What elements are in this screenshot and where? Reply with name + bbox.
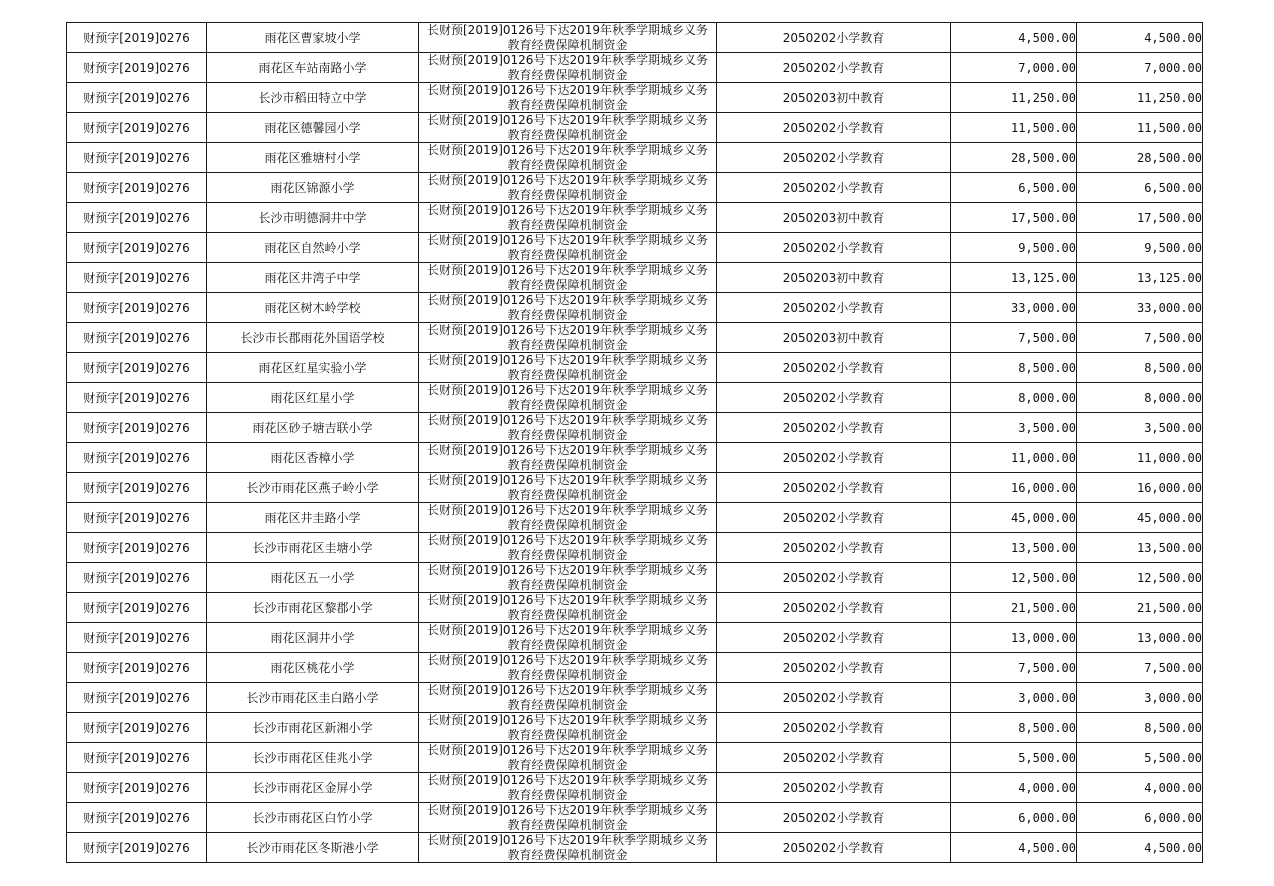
project-name-cell bbox=[419, 353, 717, 383]
document-number-cell: 财预字[2019]0276 bbox=[67, 383, 207, 413]
table-row bbox=[67, 383, 1203, 413]
amount-allocated-cell: 45,000.00 bbox=[1077, 503, 1203, 533]
project-name-line2: 教育经费保障机制资金 bbox=[507, 578, 628, 592]
table-row bbox=[67, 533, 1203, 563]
functional-class-cell: 2050203初中教育 bbox=[717, 203, 951, 233]
functional-class-cell: 2050202小学教育 bbox=[717, 533, 951, 563]
document-number-cell: 财预字[2019]0276 bbox=[67, 773, 207, 803]
functional-class-cell: 2050202小学教育 bbox=[717, 653, 951, 683]
amount-cell: 13,125.00 bbox=[951, 263, 1077, 293]
document-number-cell: 财预字[2019]0276 bbox=[67, 443, 207, 473]
project-name-line1: 长财预[2019]0126号下达2019年秋季学期城乡义务 bbox=[427, 53, 708, 67]
document-number-cell: 财预字[2019]0276 bbox=[67, 53, 207, 83]
table-row bbox=[67, 233, 1203, 263]
amount-allocated-cell: 4,500.00 bbox=[1077, 23, 1203, 53]
project-name-line2: 教育经费保障机制资金 bbox=[507, 518, 628, 532]
project-name-cell bbox=[419, 293, 717, 323]
document-number-cell: 财预字[2019]0276 bbox=[67, 593, 207, 623]
amount-allocated-cell: 7,000.00 bbox=[1077, 53, 1203, 83]
table-row bbox=[67, 323, 1203, 353]
project-name-cell bbox=[419, 653, 717, 683]
amount-allocated-cell: 3,500.00 bbox=[1077, 413, 1203, 443]
project-name-line2: 教育经费保障机制资金 bbox=[507, 608, 628, 622]
amount-cell: 8,000.00 bbox=[951, 383, 1077, 413]
functional-class-cell: 2050202小学教育 bbox=[717, 803, 951, 833]
project-name-line2: 教育经费保障机制资金 bbox=[507, 698, 628, 712]
amount-cell: 3,500.00 bbox=[951, 413, 1077, 443]
amount-allocated-cell: 5,500.00 bbox=[1077, 743, 1203, 773]
functional-class-cell: 2050203初中教育 bbox=[717, 323, 951, 353]
table-row bbox=[67, 293, 1203, 323]
project-name-cell bbox=[419, 23, 717, 53]
functional-class-cell: 2050202小学教育 bbox=[717, 413, 951, 443]
project-name-line1: 长财预[2019]0126号下达2019年秋季学期城乡义务 bbox=[427, 113, 708, 127]
amount-cell: 4,000.00 bbox=[951, 773, 1077, 803]
table-row bbox=[67, 803, 1203, 833]
amount-cell: 13,500.00 bbox=[951, 533, 1077, 563]
project-name-line1: 长财预[2019]0126号下达2019年秋季学期城乡义务 bbox=[427, 833, 708, 847]
document-number-cell: 财预字[2019]0276 bbox=[67, 233, 207, 263]
document-number-cell: 财预字[2019]0276 bbox=[67, 83, 207, 113]
document-number-cell: 财预字[2019]0276 bbox=[67, 203, 207, 233]
project-name-cell bbox=[419, 563, 717, 593]
amount-cell: 4,500.00 bbox=[951, 23, 1077, 53]
project-name-cell bbox=[419, 443, 717, 473]
document-number-cell: 财预字[2019]0276 bbox=[67, 653, 207, 683]
amount-cell: 7,500.00 bbox=[951, 323, 1077, 353]
amount-cell: 9,500.00 bbox=[951, 233, 1077, 263]
amount-allocated-cell: 21,500.00 bbox=[1077, 593, 1203, 623]
table-row bbox=[67, 713, 1203, 743]
unit-name-cell: 长沙市雨花区佳兆小学 bbox=[207, 743, 419, 773]
unit-name-cell: 长沙市稻田特立中学 bbox=[207, 83, 419, 113]
table-row bbox=[67, 83, 1203, 113]
unit-name-cell: 长沙市雨花区新湘小学 bbox=[207, 713, 419, 743]
unit-name-cell: 雨花区雅塘村小学 bbox=[207, 143, 419, 173]
document-number-cell: 财预字[2019]0276 bbox=[67, 293, 207, 323]
project-name-line2: 教育经费保障机制资金 bbox=[507, 398, 628, 412]
document-number-cell: 财预字[2019]0276 bbox=[67, 173, 207, 203]
table-row bbox=[67, 473, 1203, 503]
document-number-cell: 财预字[2019]0276 bbox=[67, 353, 207, 383]
amount-cell: 5,500.00 bbox=[951, 743, 1077, 773]
unit-name-cell: 雨花区车站南路小学 bbox=[207, 53, 419, 83]
project-name-line2: 教育经费保障机制资金 bbox=[507, 158, 628, 172]
project-name-cell bbox=[419, 593, 717, 623]
amount-cell: 8,500.00 bbox=[951, 353, 1077, 383]
amount-cell: 11,000.00 bbox=[951, 443, 1077, 473]
unit-name-cell: 雨花区红星小学 bbox=[207, 383, 419, 413]
unit-name-cell: 雨花区曹家坡小学 bbox=[207, 23, 419, 53]
project-name-line1: 长财预[2019]0126号下达2019年秋季学期城乡义务 bbox=[427, 143, 708, 157]
table-row bbox=[67, 353, 1203, 383]
table-row bbox=[67, 743, 1203, 773]
project-name-line2: 教育经费保障机制资金 bbox=[507, 848, 628, 862]
unit-name-cell: 长沙市雨花区金屏小学 bbox=[207, 773, 419, 803]
unit-name-cell: 雨花区五一小学 bbox=[207, 563, 419, 593]
project-name-line2: 教育经费保障机制资金 bbox=[507, 338, 628, 352]
table-row bbox=[67, 503, 1203, 533]
project-name-line2: 教育经费保障机制资金 bbox=[507, 308, 628, 322]
project-name-cell bbox=[419, 233, 717, 263]
document-number-cell: 财预字[2019]0276 bbox=[67, 803, 207, 833]
functional-class-cell: 2050202小学教育 bbox=[717, 683, 951, 713]
project-name-cell bbox=[419, 713, 717, 743]
amount-allocated-cell: 9,500.00 bbox=[1077, 233, 1203, 263]
amount-cell: 6,500.00 bbox=[951, 173, 1077, 203]
functional-class-cell: 2050202小学教育 bbox=[717, 383, 951, 413]
table-row bbox=[67, 653, 1203, 683]
unit-name-cell: 雨花区洞井小学 bbox=[207, 623, 419, 653]
unit-name-cell: 雨花区德馨园小学 bbox=[207, 113, 419, 143]
functional-class-cell: 2050203初中教育 bbox=[717, 263, 951, 293]
table-row bbox=[67, 443, 1203, 473]
amount-allocated-cell: 16,000.00 bbox=[1077, 473, 1203, 503]
project-name-line2: 教育经费保障机制资金 bbox=[507, 428, 628, 442]
project-name-line2: 教育经费保障机制资金 bbox=[507, 38, 628, 52]
project-name-line2: 教育经费保障机制资金 bbox=[507, 248, 628, 262]
project-name-line2: 教育经费保障机制资金 bbox=[507, 188, 628, 202]
unit-name-cell: 雨花区砂子塘吉联小学 bbox=[207, 413, 419, 443]
project-name-cell bbox=[419, 533, 717, 563]
amount-cell: 28,500.00 bbox=[951, 143, 1077, 173]
project-name-cell bbox=[419, 323, 717, 353]
amount-cell: 7,500.00 bbox=[951, 653, 1077, 683]
project-name-cell bbox=[419, 803, 717, 833]
unit-name-cell: 长沙市明德洞井中学 bbox=[207, 203, 419, 233]
functional-class-cell: 2050202小学教育 bbox=[717, 833, 951, 863]
unit-name-cell: 雨花区红星实验小学 bbox=[207, 353, 419, 383]
project-name-line1: 长财预[2019]0126号下达2019年秋季学期城乡义务 bbox=[427, 233, 708, 247]
amount-allocated-cell: 6,000.00 bbox=[1077, 803, 1203, 833]
table-row bbox=[67, 263, 1203, 293]
document-number-cell: 财预字[2019]0276 bbox=[67, 503, 207, 533]
document-number-cell: 财预字[2019]0276 bbox=[67, 413, 207, 443]
project-name-line1: 长财预[2019]0126号下达2019年秋季学期城乡义务 bbox=[427, 683, 708, 697]
project-name-line2: 教育经费保障机制资金 bbox=[507, 728, 628, 742]
project-name-line2: 教育经费保障机制资金 bbox=[507, 638, 628, 652]
amount-cell: 45,000.00 bbox=[951, 503, 1077, 533]
amount-cell: 6,000.00 bbox=[951, 803, 1077, 833]
table-row bbox=[67, 773, 1203, 803]
amount-cell: 17,500.00 bbox=[951, 203, 1077, 233]
project-name-cell bbox=[419, 413, 717, 443]
project-name-line1: 长财预[2019]0126号下达2019年秋季学期城乡义务 bbox=[427, 383, 708, 397]
amount-allocated-cell: 8,500.00 bbox=[1077, 353, 1203, 383]
amount-allocated-cell: 33,000.00 bbox=[1077, 293, 1203, 323]
table-row bbox=[67, 143, 1203, 173]
amount-allocated-cell: 8,500.00 bbox=[1077, 713, 1203, 743]
functional-class-cell: 2050202小学教育 bbox=[717, 23, 951, 53]
project-name-cell bbox=[419, 263, 717, 293]
unit-name-cell: 长沙市雨花区圭白路小学 bbox=[207, 683, 419, 713]
unit-name-cell: 雨花区桃花小学 bbox=[207, 653, 419, 683]
functional-class-cell: 2050202小学教育 bbox=[717, 293, 951, 323]
project-name-line2: 教育经费保障机制资金 bbox=[507, 458, 628, 472]
project-name-cell bbox=[419, 383, 717, 413]
table-row bbox=[67, 413, 1203, 443]
project-name-line2: 教育经费保障机制资金 bbox=[507, 98, 628, 112]
table-body bbox=[67, 23, 1203, 863]
amount-allocated-cell: 11,500.00 bbox=[1077, 113, 1203, 143]
document-number-cell: 财预字[2019]0276 bbox=[67, 623, 207, 653]
unit-name-cell: 雨花区香樟小学 bbox=[207, 443, 419, 473]
functional-class-cell: 2050203初中教育 bbox=[717, 83, 951, 113]
project-name-line1: 长财预[2019]0126号下达2019年秋季学期城乡义务 bbox=[427, 623, 708, 637]
functional-class-cell: 2050202小学教育 bbox=[717, 743, 951, 773]
project-name-cell bbox=[419, 833, 717, 863]
project-name-cell bbox=[419, 683, 717, 713]
amount-allocated-cell: 4,000.00 bbox=[1077, 773, 1203, 803]
project-name-line1: 长财预[2019]0126号下达2019年秋季学期城乡义务 bbox=[427, 173, 708, 187]
unit-name-cell: 长沙市雨花区黎郡小学 bbox=[207, 593, 419, 623]
document-number-cell: 财预字[2019]0276 bbox=[67, 113, 207, 143]
functional-class-cell: 2050202小学教育 bbox=[717, 473, 951, 503]
project-name-line1: 长财预[2019]0126号下达2019年秋季学期城乡义务 bbox=[427, 713, 708, 727]
functional-class-cell: 2050202小学教育 bbox=[717, 623, 951, 653]
table-row bbox=[67, 683, 1203, 713]
functional-class-cell: 2050202小学教育 bbox=[717, 443, 951, 473]
unit-name-cell: 长沙市雨花区冬斯港小学 bbox=[207, 833, 419, 863]
functional-class-cell: 2050202小学教育 bbox=[717, 143, 951, 173]
amount-cell: 4,500.00 bbox=[951, 833, 1077, 863]
functional-class-cell: 2050202小学教育 bbox=[717, 593, 951, 623]
document-number-cell: 财预字[2019]0276 bbox=[67, 533, 207, 563]
unit-name-cell: 长沙市雨花区燕子岭小学 bbox=[207, 473, 419, 503]
amount-cell: 7,000.00 bbox=[951, 53, 1077, 83]
project-name-line1: 长财预[2019]0126号下达2019年秋季学期城乡义务 bbox=[427, 413, 708, 427]
project-name-line1: 长财预[2019]0126号下达2019年秋季学期城乡义务 bbox=[427, 293, 708, 307]
amount-allocated-cell: 7,500.00 bbox=[1077, 323, 1203, 353]
project-name-line1: 长财预[2019]0126号下达2019年秋季学期城乡义务 bbox=[427, 533, 708, 547]
functional-class-cell: 2050202小学教育 bbox=[717, 773, 951, 803]
amount-cell: 16,000.00 bbox=[951, 473, 1077, 503]
project-name-line1: 长财预[2019]0126号下达2019年秋季学期城乡义务 bbox=[427, 803, 708, 817]
project-name-cell bbox=[419, 113, 717, 143]
project-name-line1: 长财预[2019]0126号下达2019年秋季学期城乡义务 bbox=[427, 443, 708, 457]
project-name-line2: 教育经费保障机制资金 bbox=[507, 68, 628, 82]
table-row bbox=[67, 113, 1203, 143]
project-name-line2: 教育经费保障机制资金 bbox=[507, 548, 628, 562]
document-number-cell: 财预字[2019]0276 bbox=[67, 683, 207, 713]
project-name-line2: 教育经费保障机制资金 bbox=[507, 278, 628, 292]
unit-name-cell: 长沙市雨花区圭塘小学 bbox=[207, 533, 419, 563]
project-name-line1: 长财预[2019]0126号下达2019年秋季学期城乡义务 bbox=[427, 323, 708, 337]
project-name-line2: 教育经费保障机制资金 bbox=[507, 488, 628, 502]
functional-class-cell: 2050202小学教育 bbox=[717, 353, 951, 383]
unit-name-cell: 雨花区井湾子中学 bbox=[207, 263, 419, 293]
table-row bbox=[67, 203, 1203, 233]
table-row bbox=[67, 53, 1203, 83]
project-name-line1: 长财预[2019]0126号下达2019年秋季学期城乡义务 bbox=[427, 563, 708, 577]
project-name-line2: 教育经费保障机制资金 bbox=[507, 818, 628, 832]
table-row bbox=[67, 173, 1203, 203]
functional-class-cell: 2050202小学教育 bbox=[717, 563, 951, 593]
amount-allocated-cell: 28,500.00 bbox=[1077, 143, 1203, 173]
table-row bbox=[67, 23, 1203, 53]
amount-allocated-cell: 3,000.00 bbox=[1077, 683, 1203, 713]
functional-class-cell: 2050202小学教育 bbox=[717, 503, 951, 533]
document-number-cell: 财预字[2019]0276 bbox=[67, 143, 207, 173]
amount-allocated-cell: 11,000.00 bbox=[1077, 443, 1203, 473]
amount-cell: 21,500.00 bbox=[951, 593, 1077, 623]
table-row bbox=[67, 833, 1203, 863]
project-name-line2: 教育经费保障机制资金 bbox=[507, 368, 628, 382]
amount-cell: 13,000.00 bbox=[951, 623, 1077, 653]
amount-allocated-cell: 8,000.00 bbox=[1077, 383, 1203, 413]
functional-class-cell: 2050202小学教育 bbox=[717, 173, 951, 203]
amount-allocated-cell: 13,000.00 bbox=[1077, 623, 1203, 653]
functional-class-cell: 2050202小学教育 bbox=[717, 233, 951, 263]
functional-class-cell: 2050202小学教育 bbox=[717, 713, 951, 743]
project-name-line1: 长财预[2019]0126号下达2019年秋季学期城乡义务 bbox=[427, 203, 708, 217]
project-name-line1: 长财预[2019]0126号下达2019年秋季学期城乡义务 bbox=[427, 473, 708, 487]
allocation-table-sheet bbox=[66, 22, 1202, 863]
amount-allocated-cell: 11,250.00 bbox=[1077, 83, 1203, 113]
amount-allocated-cell: 17,500.00 bbox=[1077, 203, 1203, 233]
unit-name-cell: 雨花区锦源小学 bbox=[207, 173, 419, 203]
project-name-line1: 长财预[2019]0126号下达2019年秋季学期城乡义务 bbox=[427, 503, 708, 517]
allocation-table bbox=[66, 22, 1203, 863]
project-name-line1: 长财预[2019]0126号下达2019年秋季学期城乡义务 bbox=[427, 353, 708, 367]
amount-cell: 33,000.00 bbox=[951, 293, 1077, 323]
amount-allocated-cell: 4,500.00 bbox=[1077, 833, 1203, 863]
project-name-line1: 长财预[2019]0126号下达2019年秋季学期城乡义务 bbox=[427, 23, 708, 37]
document-number-cell: 财预字[2019]0276 bbox=[67, 743, 207, 773]
project-name-cell bbox=[419, 623, 717, 653]
table-row bbox=[67, 593, 1203, 623]
project-name-cell bbox=[419, 743, 717, 773]
project-name-cell bbox=[419, 83, 717, 113]
unit-name-cell: 长沙市雨花区白竹小学 bbox=[207, 803, 419, 833]
document-number-cell: 财预字[2019]0276 bbox=[67, 833, 207, 863]
project-name-cell bbox=[419, 143, 717, 173]
unit-name-cell: 雨花区自然岭小学 bbox=[207, 233, 419, 263]
document-number-cell: 财预字[2019]0276 bbox=[67, 263, 207, 293]
functional-class-cell: 2050202小学教育 bbox=[717, 113, 951, 143]
project-name-cell bbox=[419, 473, 717, 503]
amount-allocated-cell: 13,125.00 bbox=[1077, 263, 1203, 293]
project-name-line1: 长财预[2019]0126号下达2019年秋季学期城乡义务 bbox=[427, 773, 708, 787]
amount-cell: 11,500.00 bbox=[951, 113, 1077, 143]
project-name-line2: 教育经费保障机制资金 bbox=[507, 788, 628, 802]
amount-allocated-cell: 7,500.00 bbox=[1077, 653, 1203, 683]
table-row bbox=[67, 623, 1203, 653]
unit-name-cell: 长沙市长郡雨花外国语学校 bbox=[207, 323, 419, 353]
project-name-cell bbox=[419, 773, 717, 803]
document-number-cell: 财预字[2019]0276 bbox=[67, 473, 207, 503]
amount-cell: 11,250.00 bbox=[951, 83, 1077, 113]
project-name-cell bbox=[419, 53, 717, 83]
document-number-cell: 财预字[2019]0276 bbox=[67, 323, 207, 353]
project-name-cell bbox=[419, 203, 717, 233]
document-number-cell: 财预字[2019]0276 bbox=[67, 563, 207, 593]
project-name-line1: 长财预[2019]0126号下达2019年秋季学期城乡义务 bbox=[427, 743, 708, 757]
project-name-line2: 教育经费保障机制资金 bbox=[507, 218, 628, 232]
project-name-line2: 教育经费保障机制资金 bbox=[507, 758, 628, 772]
project-name-line1: 长财预[2019]0126号下达2019年秋季学期城乡义务 bbox=[427, 653, 708, 667]
amount-cell: 8,500.00 bbox=[951, 713, 1077, 743]
project-name-line2: 教育经费保障机制资金 bbox=[507, 128, 628, 142]
project-name-line1: 长财预[2019]0126号下达2019年秋季学期城乡义务 bbox=[427, 83, 708, 97]
project-name-line1: 长财预[2019]0126号下达2019年秋季学期城乡义务 bbox=[427, 593, 708, 607]
project-name-cell bbox=[419, 503, 717, 533]
table-row bbox=[67, 563, 1203, 593]
amount-allocated-cell: 6,500.00 bbox=[1077, 173, 1203, 203]
document-number-cell: 财预字[2019]0276 bbox=[67, 713, 207, 743]
project-name-cell bbox=[419, 173, 717, 203]
functional-class-cell: 2050202小学教育 bbox=[717, 53, 951, 83]
unit-name-cell: 雨花区树木岭学校 bbox=[207, 293, 419, 323]
amount-allocated-cell: 12,500.00 bbox=[1077, 563, 1203, 593]
project-name-line1: 长财预[2019]0126号下达2019年秋季学期城乡义务 bbox=[427, 263, 708, 277]
amount-allocated-cell: 13,500.00 bbox=[1077, 533, 1203, 563]
amount-cell: 3,000.00 bbox=[951, 683, 1077, 713]
document-number-cell: 财预字[2019]0276 bbox=[67, 23, 207, 53]
amount-cell: 12,500.00 bbox=[951, 563, 1077, 593]
project-name-line2: 教育经费保障机制资金 bbox=[507, 668, 628, 682]
unit-name-cell: 雨花区井圭路小学 bbox=[207, 503, 419, 533]
